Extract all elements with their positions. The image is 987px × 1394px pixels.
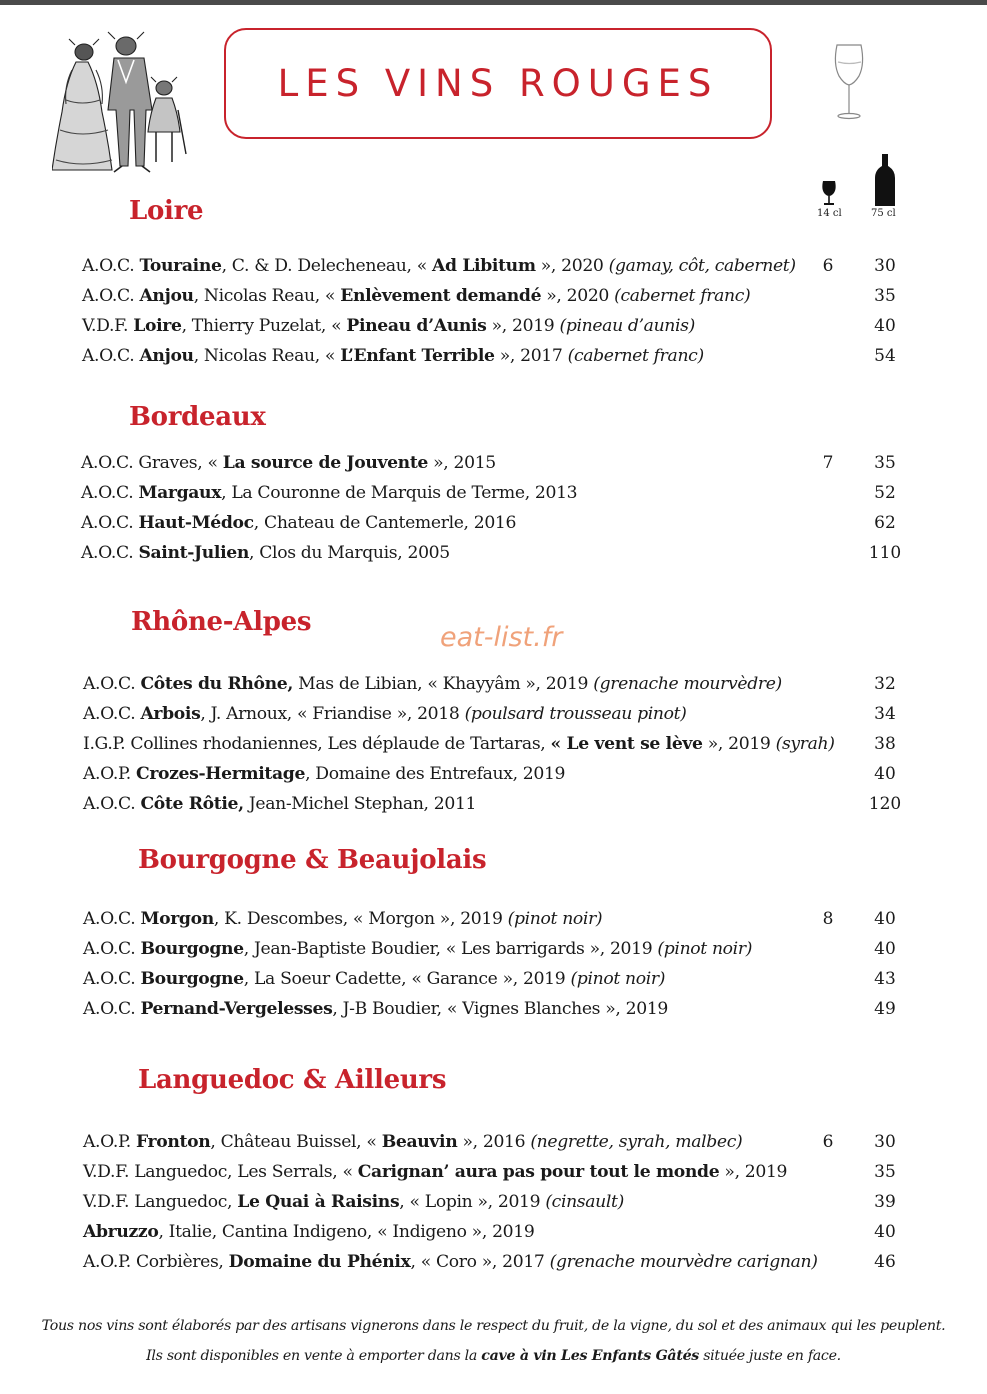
wine-text: A.O.C.: [83, 939, 141, 959]
wine-name-bold: Beauvin: [381, 1132, 458, 1152]
wine-row: [0, 673, 987, 703]
grape-varieties: (cabernet franc): [567, 346, 704, 366]
wine-text: », 2019: [486, 316, 560, 336]
wine-text: A.O.P. Corbières,: [83, 1252, 229, 1272]
wine-text: A.O.C.: [83, 999, 141, 1019]
wine-row: [0, 998, 987, 1028]
wine-name-bold: « Le vent se lève: [550, 734, 703, 754]
wine-glass-icon: [832, 42, 866, 120]
footer-note-2: [0, 1348, 987, 1364]
bottle-price: 110: [868, 543, 902, 563]
wine-description: [83, 1191, 624, 1213]
wine-row: [0, 968, 987, 998]
wine-text: , « Coro », 2017: [410, 1252, 550, 1272]
wine-row: [0, 938, 987, 968]
footer-shop-name: cave à vin Les Enfants Gâtés: [481, 1348, 699, 1364]
grape-varieties: (syrah): [775, 734, 835, 754]
wine-name-bold: Bourgogne: [140, 969, 244, 989]
bottle-price: 39: [874, 1192, 896, 1212]
wine-name-bold: Anjou: [139, 286, 194, 306]
wine-name-bold: Côtes du Rhône,: [140, 674, 294, 694]
bottle-price: 35: [874, 453, 896, 473]
section-title: Rhône-Alpes: [131, 607, 312, 637]
wine-name-bold: Touraine: [139, 256, 222, 276]
wine-name-bold: Le Quai à Raisins: [237, 1192, 400, 1212]
wine-name-bold: Loire: [133, 316, 182, 336]
wine-description: [83, 1221, 534, 1243]
bottle-price: 46: [874, 1252, 896, 1272]
wine-text: A.O.C.: [82, 346, 140, 366]
section-title: Loire: [129, 196, 204, 226]
wine-text: Jean-Michel Stephan, 2011: [243, 794, 477, 814]
wine-text: , J-B Boudier, « Vignes Blanches », 2019: [332, 999, 668, 1019]
wine-text: , La Couronne de Marquis de Terme, 2013: [221, 483, 578, 503]
wine-row: [0, 793, 987, 823]
wine-description: [83, 763, 565, 785]
wine-text: A.O.C.: [83, 794, 141, 814]
wine-text: A.O.C.: [83, 909, 141, 929]
wine-row: [0, 482, 987, 512]
bottle-price: 34: [874, 704, 896, 724]
bottle-price: 40: [874, 1222, 896, 1242]
wine-name-bold: Abruzzo: [83, 1222, 159, 1242]
glass-size-label: 14 cl: [817, 208, 842, 219]
wine-name-bold: La source de Jouvente: [222, 453, 429, 473]
footer-note-1: Tous nos vins sont élaborés par des artisans vignerons dans le respect du fruit, de la vigne, du sol et des animaux qui les peuplent.: [41, 1318, 946, 1334]
wine-row: [0, 512, 987, 542]
bottle-price: 35: [874, 286, 896, 306]
wine-text: , Clos du Marquis, 2005: [249, 543, 450, 563]
grape-varieties: (pineau d’aunis): [559, 316, 695, 336]
wine-row: [0, 452, 987, 482]
wine-text: , Domaine des Entrefaux, 2019: [305, 764, 566, 784]
wine-text: », 2016: [457, 1132, 531, 1152]
bottle-price: 52: [874, 483, 896, 503]
wine-text: A.O.C.: [83, 674, 141, 694]
wine-description: [82, 315, 695, 337]
wine-text: A.O.P.: [83, 1132, 136, 1152]
bottle-price: 40: [874, 316, 896, 336]
wine-text: V.D.F.: [82, 316, 134, 336]
wine-description: [81, 452, 496, 474]
grape-varieties: (pinot noir): [657, 939, 753, 959]
wine-row: [0, 542, 987, 572]
wine-description: [83, 1131, 742, 1153]
wine-row: [0, 1191, 987, 1221]
wine-name-bold: Crozes-Hermitage: [135, 764, 306, 784]
grape-varieties: (negrette, syrah, malbec): [530, 1132, 743, 1152]
bottle-price: 32: [874, 674, 896, 694]
wine-text: V.D.F. Languedoc, Les Serrals, «: [83, 1162, 358, 1182]
wine-text: Mas de Libian, « Khayyâm », 2019: [293, 674, 594, 694]
wine-text: , K. Descombes, « Morgon », 2019: [213, 909, 508, 929]
wine-text: , Jean-Baptiste Boudier, « Les barrigards », 2019: [243, 939, 658, 959]
wine-text: », 2019: [702, 734, 776, 754]
wine-description: [83, 793, 476, 815]
wine-text: , La Soeur Cadette, « Garance », 2019: [243, 969, 571, 989]
wine-text: , Nicolas Reau, «: [193, 286, 341, 306]
wine-row: [0, 285, 987, 315]
grape-varieties: (grenache mourvèdre): [593, 674, 782, 694]
wine-name-bold: Côte Rôtie,: [140, 794, 244, 814]
wine-text: A.O.C.: [81, 483, 139, 503]
wine-description: [82, 345, 704, 367]
wine-name-bold: Bourgogne: [140, 939, 244, 959]
wine-text: V.D.F. Languedoc,: [83, 1192, 238, 1212]
top-border: [0, 0, 987, 5]
wine-row: [0, 1161, 987, 1191]
wine-text: », 2019: [719, 1162, 788, 1182]
wine-text: , Château Buissel, «: [210, 1132, 382, 1152]
wine-text: , Chateau de Cantemerle, 2016: [253, 513, 517, 533]
wine-row: [0, 1251, 987, 1281]
grape-varieties: (pinot noir): [570, 969, 666, 989]
glass-price: 6: [822, 256, 834, 276]
wine-name-bold: Arbois: [140, 704, 201, 724]
glass-price: 6: [822, 1132, 834, 1152]
wine-row: [0, 1131, 987, 1161]
grape-varieties: (cabernet franc): [614, 286, 751, 306]
wine-row: [0, 315, 987, 345]
wine-description: [83, 938, 752, 960]
bottle-price: 35: [874, 1162, 896, 1182]
wine-description: [82, 285, 750, 307]
wine-text: , Thierry Puzelat, «: [181, 316, 347, 336]
wine-row: [0, 255, 987, 285]
bottle-price: 30: [874, 256, 896, 276]
wine-row: [0, 345, 987, 375]
wine-row: [0, 908, 987, 938]
bottle-price: 40: [874, 939, 896, 959]
section-title: Bordeaux: [129, 402, 266, 432]
wine-name-bold: Anjou: [139, 346, 194, 366]
wine-description: [82, 255, 796, 277]
grape-varieties: (grenache mourvèdre carignan): [549, 1252, 818, 1272]
wine-row: [0, 1221, 987, 1251]
footer-note-2-end: située juste en face.: [698, 1348, 841, 1364]
wine-text: I.G.P. Collines rhodaniennes, Les déplaude de Tartaras,: [83, 734, 551, 754]
wine-description: [83, 908, 602, 930]
bottle-price: 40: [874, 909, 896, 929]
wine-description: [83, 1161, 787, 1183]
footer-note-2-start: Ils sont disponibles en vente à emporter dans la: [146, 1348, 482, 1364]
wine-name-bold: Carignan’ aura pas pour tout le monde: [357, 1162, 720, 1182]
wine-description: [83, 733, 835, 755]
glass-price: 7: [822, 453, 834, 473]
bottle-price: 62: [874, 513, 896, 533]
wine-description: [81, 542, 450, 564]
wine-row: [0, 703, 987, 733]
wine-text: A.O.C.: [81, 513, 139, 533]
wine-description: [81, 482, 577, 504]
bottle-price: 120: [868, 794, 902, 814]
wine-description: [83, 703, 687, 725]
bottle-size-label: 75 cl: [871, 208, 896, 219]
wine-text: , J. Arnoux, « Friandise », 2018: [200, 704, 465, 724]
wine-description: [83, 968, 665, 990]
wine-name-bold: Fronton: [135, 1132, 211, 1152]
grape-varieties: (cinsault): [545, 1192, 624, 1212]
bottle-price: 49: [874, 999, 896, 1019]
wine-name-bold: Ad Libitum: [432, 256, 536, 276]
wine-text: , Italie, Cantina Indigeno, « Indigeno », 2019: [158, 1222, 535, 1242]
wine-description: [83, 673, 782, 695]
wine-name-bold: Margaux: [138, 483, 222, 503]
wine-description: [81, 512, 516, 534]
wine-name-bold: Saint-Julien: [138, 543, 250, 563]
bottle-price: 54: [874, 346, 896, 366]
wine-text: », 2017: [494, 346, 568, 366]
grape-varieties: (poulsard trousseau pinot): [464, 704, 687, 724]
wine-text: , « Lopin », 2019: [399, 1192, 546, 1212]
wine-text: », 2020: [535, 256, 609, 276]
title-frame: [224, 28, 772, 139]
wine-text: A.O.C.: [82, 256, 140, 276]
wine-text: , Nicolas Reau, «: [193, 346, 341, 366]
bottle-price: 30: [874, 1132, 896, 1152]
wine-text: A.O.P.: [83, 764, 136, 784]
wine-text: A.O.C.: [82, 286, 140, 306]
wine-row: [0, 733, 987, 763]
wine-name-bold: Enlèvement demandé: [340, 286, 542, 306]
wine-row: [0, 763, 987, 793]
watermark: eat-list.fr: [440, 622, 563, 653]
bottle-price: 43: [874, 969, 896, 989]
small-wine-glass-icon: [820, 180, 838, 206]
wine-name-bold: Morgon: [140, 909, 214, 929]
wine-text: A.O.C. Graves, «: [81, 453, 223, 473]
wine-name-bold: Pernand-Vergelesses: [140, 999, 333, 1019]
glass-price: 8: [822, 909, 834, 929]
wine-description: [83, 998, 668, 1020]
wine-name-bold: Haut-Médoc: [138, 513, 254, 533]
wine-description: [83, 1251, 818, 1273]
wine-text: », 2020: [541, 286, 615, 306]
wine-text: A.O.C.: [83, 969, 141, 989]
wine-text: », 2015: [428, 453, 496, 473]
grape-varieties: (gamay, côt, cabernet): [608, 256, 796, 276]
wine-name-bold: L’Enfant Terrible: [340, 346, 495, 366]
section-title: Languedoc & Ailleurs: [138, 1065, 447, 1095]
wine-name-bold: Pineau d’Aunis: [346, 316, 487, 336]
grape-varieties: (pinot noir): [507, 909, 603, 929]
bottle-price: 38: [874, 734, 896, 754]
bottle-price: 40: [874, 764, 896, 784]
wine-text: A.O.C.: [81, 543, 139, 563]
wine-text: , C. & D. Delecheneau, «: [221, 256, 433, 276]
section-title: Bourgogne & Beaujolais: [138, 845, 487, 875]
wine-text: A.O.C.: [83, 704, 141, 724]
page-title: LES VINS ROUGES: [277, 62, 719, 105]
wine-name-bold: Domaine du Phénix: [228, 1252, 411, 1272]
animal-family-illustration: [52, 30, 192, 178]
wine-bottle-icon: [874, 154, 896, 206]
